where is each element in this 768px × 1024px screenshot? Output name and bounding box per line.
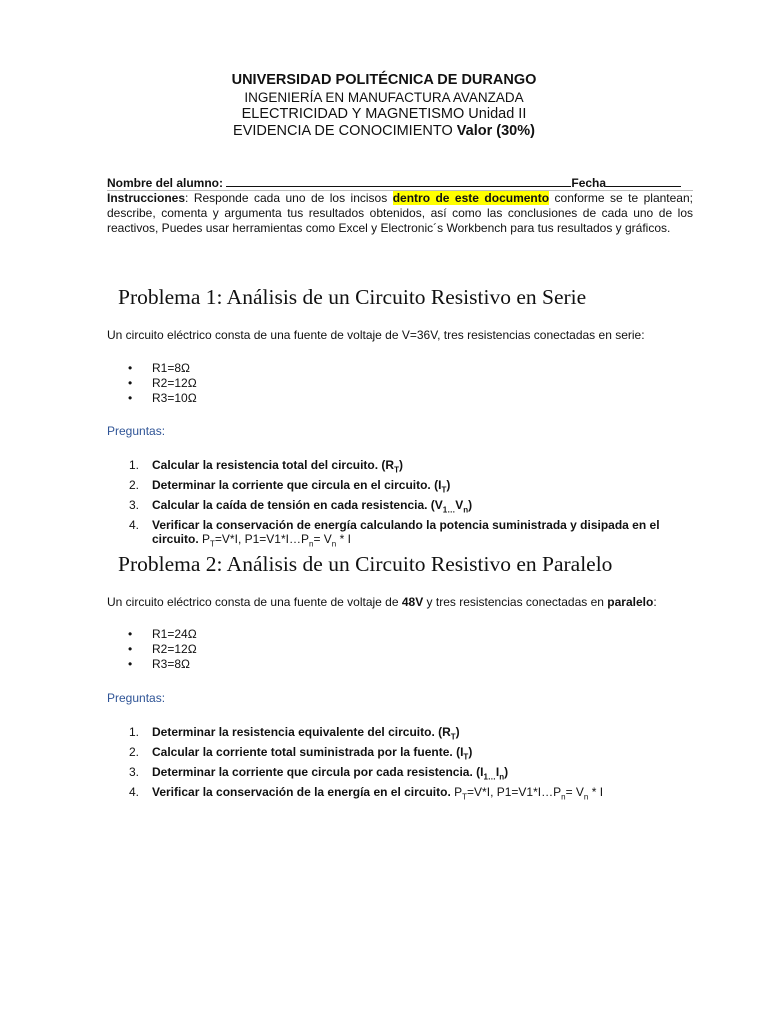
subscript: T [210,539,215,549]
list-item [107,725,693,745]
list-item: • R3=10Ω [107,391,693,406]
list-item [107,785,693,805]
question-mid: I [495,764,500,779]
question-text: Determinar la corriente que circula por cada resistencia. (I [152,764,484,779]
problem1-resistor-list [107,361,693,406]
question-number: 3. [129,764,140,779]
subscript: T [463,752,469,762]
list-item [107,498,693,518]
formula-part: P [450,784,463,799]
question-number: 2. [129,477,140,492]
question-number: 2. [129,744,140,759]
question-number: 1. [129,725,140,739]
date-blank [606,175,681,187]
evidence-line [0,123,768,140]
formula-part: =V*I, P1=V1*I…P [467,784,562,799]
intro-parallel: paralelo [607,595,654,609]
formula-part: * I [588,784,604,799]
question-text: Calcular la caída de tensión en cada resistencia. (V [152,497,443,512]
problem2-resistor-list [107,627,693,672]
list-item: • R1=8Ω [107,361,693,376]
subscript: n [499,772,505,782]
program-name: INGENIERÍA EN MANUFACTURA AVANZADA [244,90,524,105]
problem2-questions-label: Preguntas: [107,691,166,705]
problem1-title [107,284,693,310]
list-item: • R2=12Ω [107,642,693,657]
subscript: n [331,539,337,549]
formula-part: =V*I, P1=V1*I…P [214,532,309,547]
instructions-highlight: dentro de este documento [392,191,550,205]
document-header [0,72,768,140]
instructions-text-b: conforme se te plantean; describe, comenta y argumenta tus resultados obtenidos, así como las conclusiones de cada uno de los reactivos, Puedes usar herramientas como Excel y Electronic´s Workbench para tus resultados y gráficos. [107,191,693,235]
intro-text: Un circuito eléctrico consta de una fuente de voltaje de [107,595,402,609]
subscript: n [463,505,469,515]
question-end: ) [446,477,451,492]
question-text: Calcular la corriente total suministrada por la fuente. (I [152,744,464,759]
subscript: T [462,792,468,802]
problem1-intro: Un circuito eléctrico consta de una fuente de voltaje de V=36V, tres resistencias conectadas en serie: [107,328,645,342]
question-number: 4. [129,784,140,799]
instructions-label: Instrucciones [107,191,186,205]
instructions [107,190,693,236]
subscript: n [561,792,566,802]
list-item: • R3=8Ω [107,657,693,672]
evidence-value: Valor (30%) [456,123,535,139]
problem2-title-text: Problema 2: Análisis de un Circuito Resistivo en Paralelo [118,552,613,576]
list-item [107,745,693,765]
question-number: 4. [129,517,140,532]
subscript: T [450,732,456,742]
question-end: ) [398,458,403,472]
evidence-title: EVIDENCIA DE CONOCIMIENTO [233,123,453,139]
list-item [107,458,693,478]
student-name-blank [226,175,571,187]
subscript: 1… [442,505,456,515]
list-item: • R2=12Ω [107,376,693,391]
formula-part: = V [565,784,584,799]
course-name: ELECTRICIDAD Y MAGNETISMO Unidad II [241,106,527,122]
subscript: n [308,539,314,549]
question-end: ) [504,764,509,779]
list-item [107,518,693,552]
intro-voltage: 48V [401,595,424,609]
subscript: 1… [483,772,496,782]
question-text: Verificar la conservación de la energía en el circuito. [152,784,451,799]
list-item [107,765,693,785]
problem2-title [107,551,693,577]
formula-part: * I [336,532,351,547]
question-end: ) [468,744,473,759]
formula-part: = V [313,532,332,547]
list-item [107,478,693,498]
problem1-question-list [107,458,693,552]
instructions-text-a: : Responde cada uno de los incisos [185,191,393,205]
question-text: Verificar la conservación de energía calculando la potencia suministrada y disipada en el circuito. [152,517,660,547]
question-number: 3. [129,497,140,512]
intro-text: y tres resistencias conectadas en [423,595,608,609]
problem1-questions-label: Preguntas: [107,424,166,438]
subscript: T [441,485,447,495]
date-label: Fecha [571,176,607,190]
university-name: UNIVERSIDAD POLITÉCNICA DE DURANGO [231,72,537,88]
question-text: Determinar la corriente que circula en el circuito. (I [152,477,442,492]
question-end: ) [455,725,460,739]
question-number: 1. [129,458,140,472]
question-end: ) [468,497,473,512]
problem2-question-list [107,725,693,805]
question-text: Calcular la resistencia total del circuito. (R [152,458,395,472]
subscript: n [583,792,589,802]
formula-part: P [198,532,211,547]
student-name-label: Nombre del alumno: [107,176,224,190]
question-mid: V [455,497,464,512]
problem1-title-text: Problema 1: Análisis de un Circuito Resistivo en Serie [118,285,587,309]
list-item: • R1=24Ω [107,627,693,642]
student-name-line [107,175,693,191]
subscript: T [394,465,399,475]
question-text: Determinar la resistencia equivalente del circuito. (R [152,725,451,739]
problem2-intro [107,595,693,610]
intro-text: : [653,595,657,609]
